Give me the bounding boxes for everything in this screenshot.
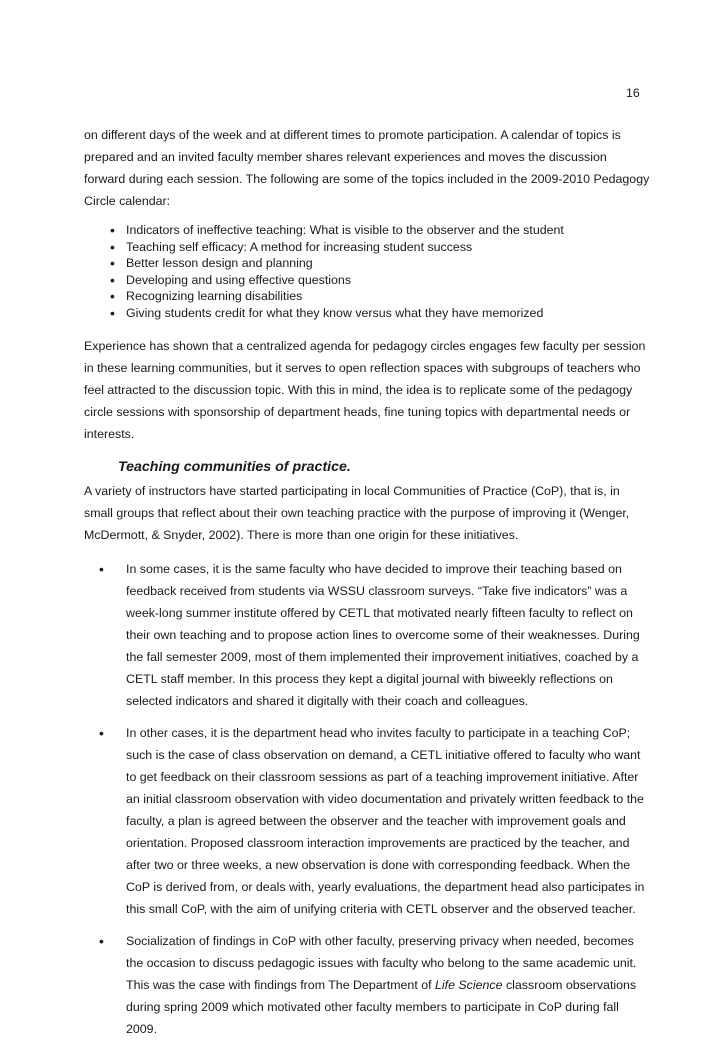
department-name: Life Science [435,977,503,992]
list-item: • Better lesson design and planning [84,255,650,272]
list-item: • In some cases, it is the same faculty who have decided to improve their teaching based on feedback received from students via WSSU classroom surveys. “Take five indicators” was a week-long summer institute offered by CETL that motivated nearly fifteen faculty to reflect on their own teaching and to propose action lines to overcome some of their weaknesses. During the fall semester 2009, most of them implemented their improvement initiatives, coached by a CETL staff member. In this process they kept a digital journal with biweekly reflections on selected indicators and shared it digitally with their coach and colleagues. [84,558,650,712]
pedagogy-topics-list [84,222,650,322]
list-item: • Recognizing learning disabilities [84,288,650,305]
list-item: • Giving students credit for what they know versus what they have memorized [84,305,650,322]
cop-origins-list [84,558,650,1040]
list-item: • Developing and using effective questions [84,272,650,289]
list-item-text: Socialization of findings in CoP with other faculty, preserving privacy when needed, becomes the occasion to discuss pedagogic issues with faculty who belong to the same academic unit. This was the case with findings from The Department of [126,933,637,992]
list-item: • Teaching self efficacy: A method for increasing student success [84,239,650,256]
list-item: • In other cases, it is the department head who invites faculty to participate in a teaching CoP; such is the case of class observation on demand, a CETL initiative offered to faculty who want to get feedback on their classroom sessions as part of a teaching improvement initiative. After an initial classroom observation with video documentation and privately written feedback to the faculty, a plan is agreed between the observer and the teacher with improvement goals and orientation. Proposed classroom interaction improvements are practiced by the teacher, and after two or three weeks, a new observation is done with corresponding feedback. When the CoP is derived from, or deals with, yearly evaluations, the department head also participates in this small CoP, with the aim of unifying criteria with CETL observer and the observed teacher. [84,722,650,920]
experience-paragraph: Experience has shown that a centralized agenda for pedagogy circles engages few faculty per session in these learning communities, but it serves to open reflection spaces with subgroups of teachers who feel attracted to the discussion topic. With this in mind, the idea is to replicate some of the pedagogy circle sessions with sponsorship of department heads, fine tuning topics with departmental needs or interests. [84,338,646,441]
section-heading: Teaching communities of practice. [118,458,351,475]
list-item [84,930,650,1040]
intro-paragraph: on different days of the week and at different times to promote participation. A calendar of topics is prepared and an invited faculty member shares relevant experiences and moves the discussion forward during each session. The following are some of the topics included in the 2009-2010 Pedagogy Circle calendar: [84,128,650,208]
cop-paragraph: A variety of instructors have started participating in local Communities of Practice (CoP), that is, in small groups that reflect about their own teaching practice with the purpose of improving it (Wenger, McDermott, & Snyder, 2002). There is more than one origin for these initiatives. [84,483,630,542]
list-item-text: classroom observations during spring 2009 which motivated other faculty members to participate in CoP during fall 2009. [126,977,637,1036]
page-content [84,124,650,1050]
page-number: 16 [626,86,640,100]
list-item: • Indicators of ineffective teaching: What is visible to the observer and the student [84,222,650,239]
